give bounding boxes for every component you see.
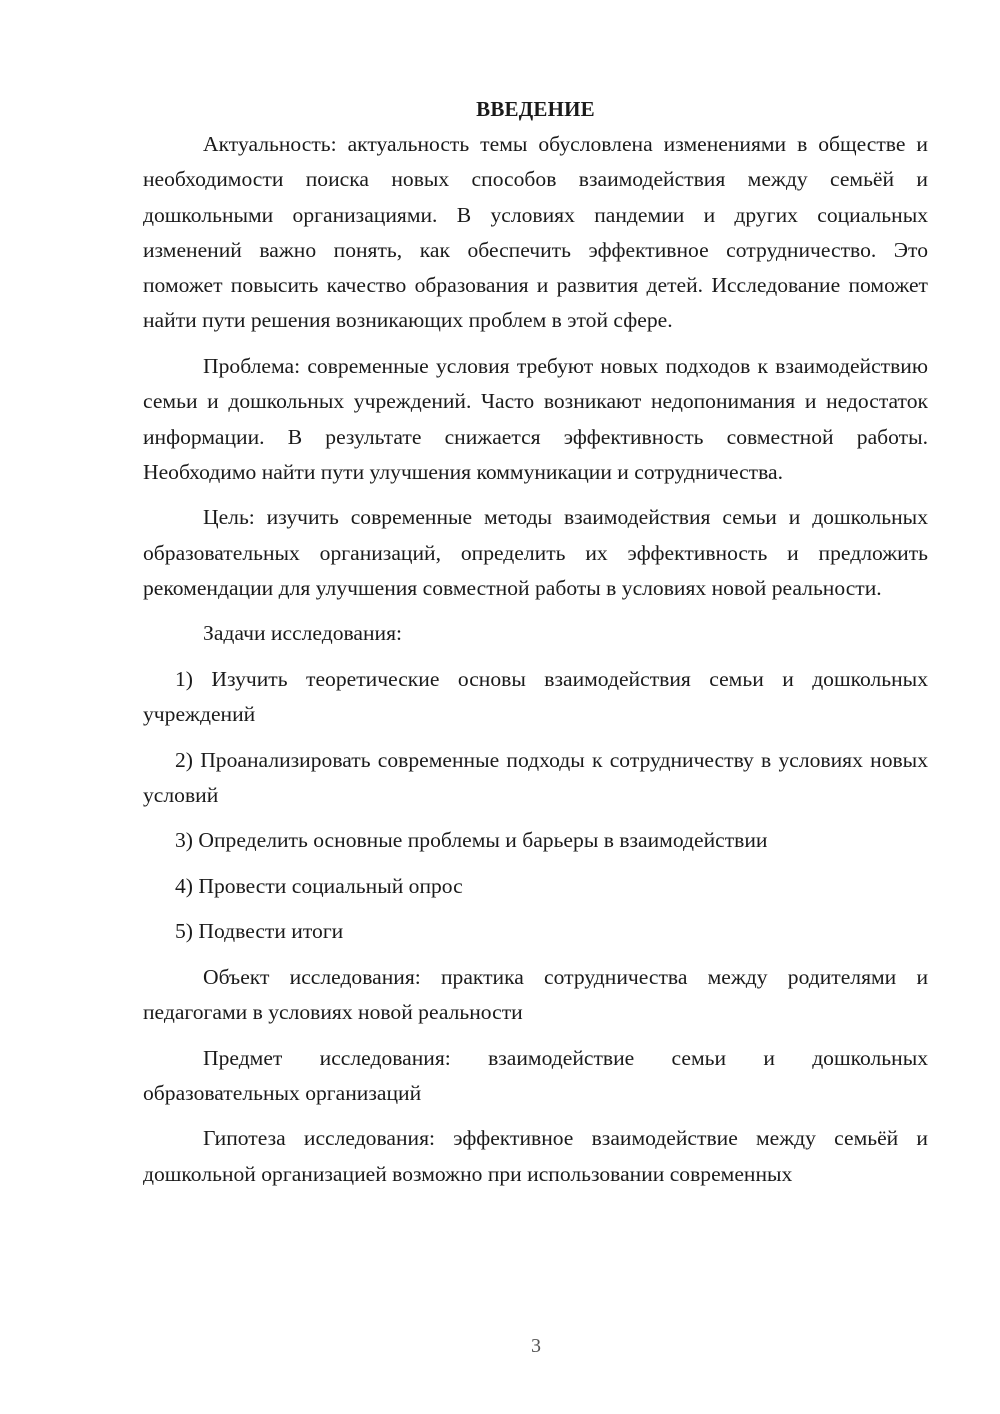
tasks-heading: Задачи исследования: [203,621,403,646]
page-number: 3 [531,1335,541,1357]
goal-paragraph: Цель: изучить современные методы взаимодействия семьи и дошкольных образовательных организаций, определить их эффективность и предложить рекомендации для улучшения совместной работы в условиях новой реальности. [143,505,928,600]
subject-paragraph: Предмет исследования: взаимодействие семьи и дошкольных образовательных организаций [143,1045,928,1105]
problem-paragraph: Проблема: современные условия требуют новых подходов к взаимодействию семьи и дошкольных учреждений. Часто возникают недопонимания и недостаток информации. В результате снижается эффективность совместной работы. Необходимо найти пути улучшения коммуникации и сотрудничества. [143,353,928,484]
document-page [143,92,928,1202]
task-item-3: 3) Определить основные проблемы и барьеры в взаимодействии [175,828,768,853]
object-paragraph: Объект исследования: практика сотрудничества между родителями и педагогами в условиях новой реальности [143,964,928,1025]
task-item-2: 2) Проанализировать современные подходы к сотрудничеству в условиях новых условий [143,747,928,807]
hypothesis-paragraph: Гипотеза исследования: эффективное взаимодействие между семьёй и дошкольной организацией возможно при использовании современных [143,1126,928,1186]
relevance-paragraph: Актуальность: актуальность темы обусловлена изменениями в обществе и необходимости поиска новых способов взаимодействия между семьёй и дошкольными организациями. В условиях пандемии и других социальных изменений важно понять, как обеспечить эффективное сотрудничество. Это поможет повысить качество образования и развития детей. Исследование поможет найти пути решения возникающих проблем в этой сфере. [143,132,928,333]
task-item-1: 1) Изучить теоретические основы взаимодействия семьи и дошкольных учреждений [143,666,928,727]
task-item-5: 5) Подвести итоги [175,919,344,944]
page-title: ВВЕДЕНИЕ [476,97,595,121]
task-item-4: 4) Провести социальный опрос [175,873,463,898]
